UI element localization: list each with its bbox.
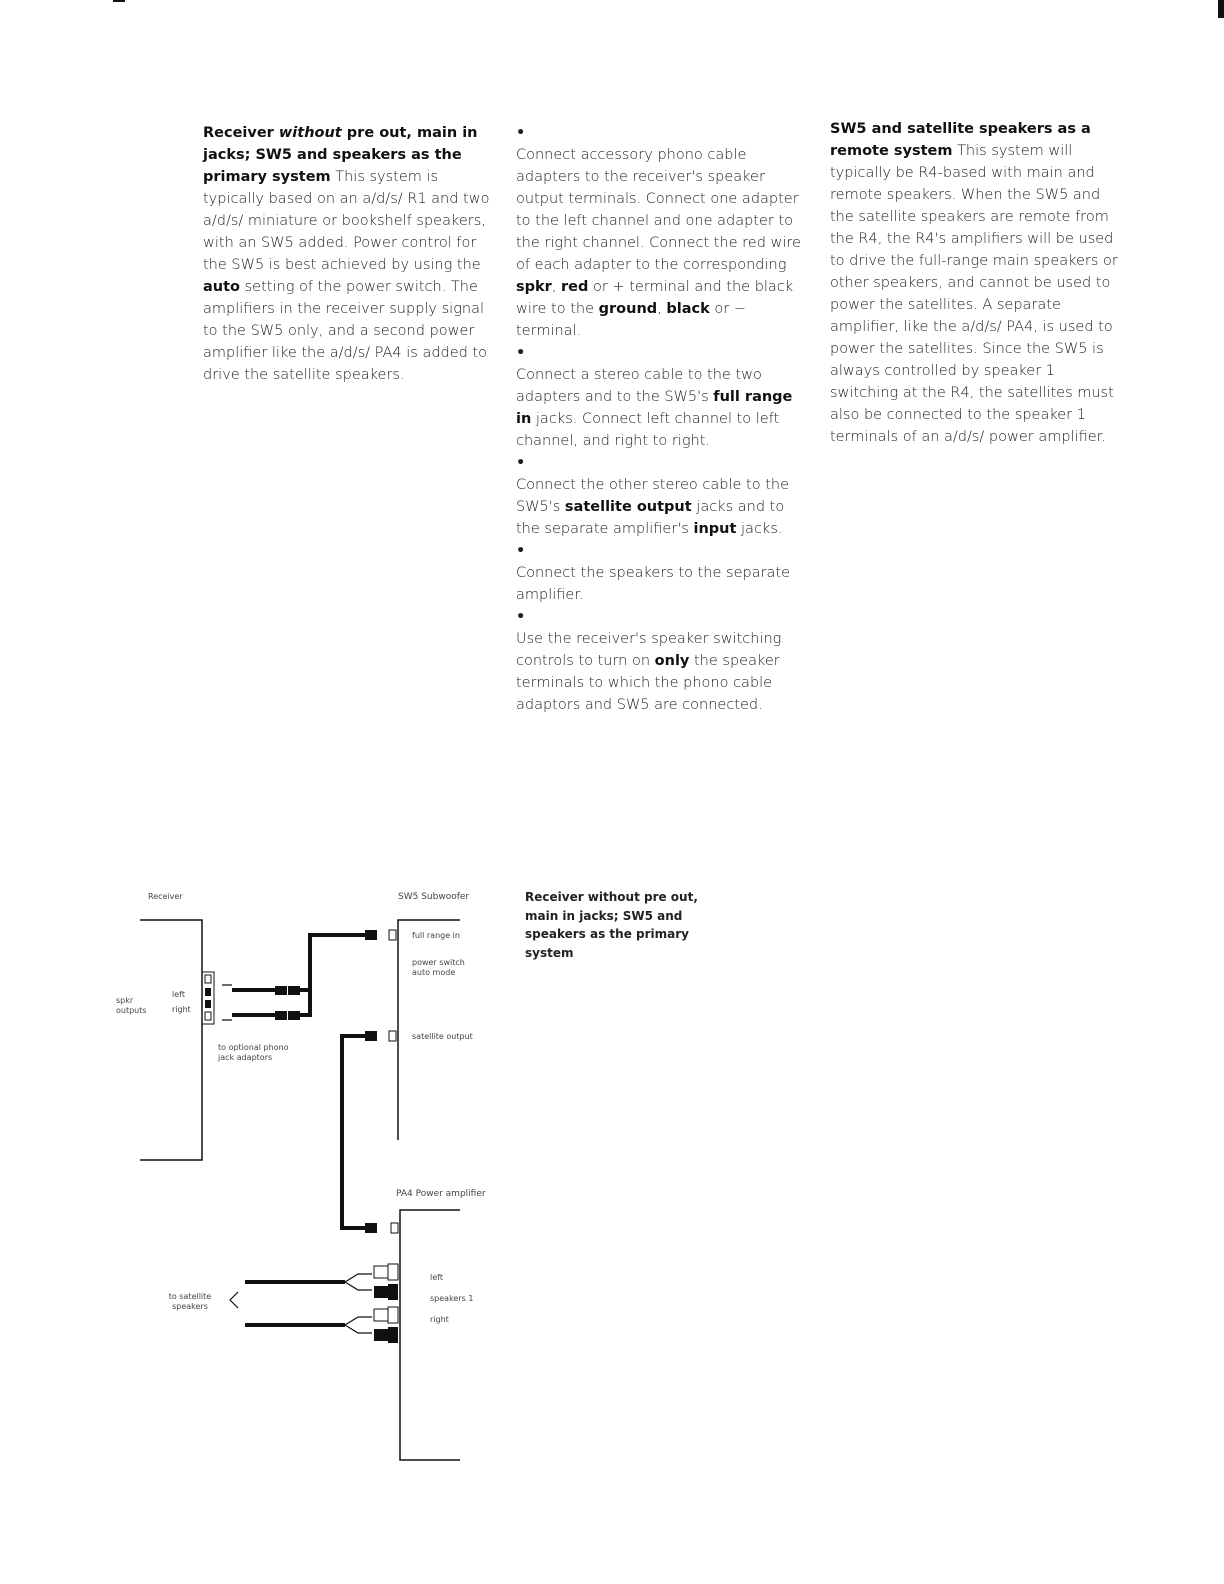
sw5-label: SW5 Subwoofer	[398, 892, 470, 902]
body-text: ,	[551, 279, 562, 295]
body-text: setting of the power switch. The amplifiers in the receiver supply signal to the SW5 only, and a second power amplifier like the a/d/s/ PA4 is added to drive the satellite speakers.	[203, 279, 488, 383]
body-text: ,	[657, 301, 667, 317]
power-switch-label: power switch auto mode	[412, 958, 465, 977]
emphasis-text: pre out, main in jacks; SW5 and speakers as the primary system	[203, 125, 478, 185]
emphasis-text: input	[693, 521, 737, 537]
body-text: or + terminal and the black wire to the	[516, 279, 794, 317]
body-text: This system is typically based on an a/d/s/ R1 and two a/d/s/ miniature or bookshelf speakers, with an SW5 added. Power control for the SW5 is best achieved by using the	[203, 169, 490, 273]
adapters-label: to optional phono jack adaptors	[218, 1043, 289, 1062]
bullet-icon: •	[516, 543, 526, 559]
pa4-box	[400, 1210, 460, 1460]
body-text: Connect a stereo cable to the two adapters and to the SW5's	[516, 367, 762, 405]
receiver-box	[140, 920, 202, 1160]
sw5-box	[398, 920, 460, 1140]
diagram-caption: Receiver without pre out, main in jacks; SW5 and speakers as the primary system	[525, 890, 698, 960]
body-text: jacks and to the separate amplifier's	[516, 499, 785, 537]
receiver-side-label: spkr outputs	[116, 996, 147, 1015]
emphasis-text: spkr	[516, 279, 552, 295]
body-text: Connect the speakers to the separate amplifier.	[516, 565, 791, 603]
emphasis-text: Receiver	[203, 125, 279, 141]
speakers1-label: speakers 1	[430, 1294, 474, 1303]
body-text: This system will typically be R4-based with main and remote speakers. When the SW5 and the satellite speakers are remote from the R4, the R4's amplifiers will be used to drive the full-range main speakers or other speakers, and cannot be used to power the satellites. A separate amplifier, like the a/d/s/ PA4, is used to power the satellites. Since the SW5 is always controlled by speaker 1 switching at the R4, the satellites must also be connected to the speaker 1 terminals of an a/d/s/ power amplifier.	[830, 143, 1118, 445]
emphasis-text: satellite output	[564, 499, 692, 515]
body-text: jacks. Connect left channel to left channel, and right to right.	[516, 411, 780, 449]
body-text: Connect accessory phono cable adapters to the receiver's speaker output terminals. Connect one adapter to the left channel and one adapter to the right channel. Connect the red wire of each adapter to the corresponding	[516, 147, 801, 273]
rca-plugs	[275, 930, 377, 1233]
emphasis-text: ground	[598, 301, 658, 317]
pa4-label: PA4 Power amplifier	[396, 1189, 486, 1199]
pa4-right-label: right	[430, 1315, 449, 1324]
body-text: jacks.	[736, 521, 783, 537]
right-label: right	[172, 1005, 191, 1014]
satellite-output-label: satellite output	[412, 1032, 473, 1041]
body-text: Use the receiver's speaker switching controls to turn on	[516, 631, 782, 669]
body-text: or − terminal.	[516, 301, 746, 339]
bullet-icon: •	[516, 609, 526, 625]
body-text: the speaker terminals to which the phono cable adaptors and SW5 are connected.	[516, 653, 780, 713]
pa4-left-label: left	[430, 1273, 443, 1282]
emphasis-text: only	[654, 653, 690, 669]
emphasis-text: auto	[203, 279, 241, 295]
emphasis-text: full range in	[516, 389, 793, 427]
emphasis-text: SW5 and satellite speakers as a remote system	[830, 121, 1091, 159]
bullet-icon: •	[516, 455, 526, 471]
body-text: Connect the other stereo cable to the SW5's	[516, 477, 789, 515]
receiver-terminals	[205, 975, 211, 1020]
to-satellite-label: to satellite speakers	[168, 1292, 212, 1311]
full-range-in-label: full range in	[412, 931, 460, 940]
left-label: left	[172, 990, 185, 999]
bullet-icon: •	[516, 125, 526, 141]
bullet-icon: •	[516, 345, 526, 361]
jacks	[374, 930, 398, 1323]
emphasis-text: red	[561, 279, 589, 295]
receiver-label: Receiver	[148, 892, 183, 901]
emphasis-text: black	[666, 301, 710, 317]
emphasis-text: without	[278, 125, 342, 141]
